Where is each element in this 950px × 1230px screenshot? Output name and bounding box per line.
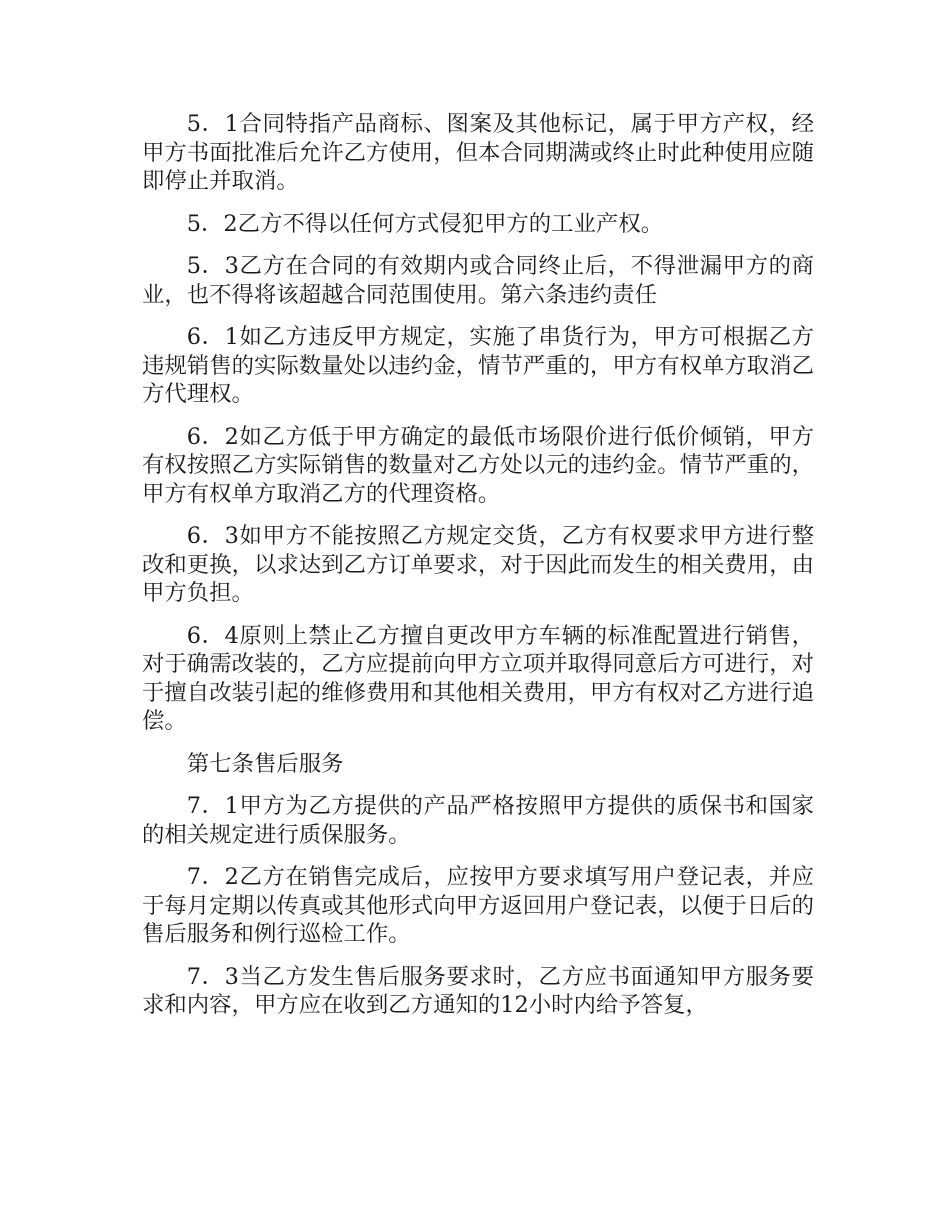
- clause-7-3: 7．3当乙方发生售后服务要求时，乙方应书面通知甲方服务要求和内容，甲方应在收到乙方通知的12小时内给予答复，: [142, 963, 814, 1018]
- document-page: [142, 110, 814, 1034]
- clause-6-4: 6．4原则上禁止乙方擅自更改甲方车辆的标准配置进行销售，对于确需改装的，乙方应提前向甲方立项并取得同意后方可进行，对于擅自改装引起的维修费用和其他相关费用，甲方有权对乙方进行追偿。: [142, 622, 814, 734]
- clause-7-1: 7．1甲方为乙方提供的产品严格按照甲方提供的质保书和国家的相关规定进行质保服务。: [142, 793, 814, 848]
- clause-7-2: 7．2乙方在销售完成后，应按甲方要求填写用户登记表，并应于每月定期以传真或其他形式向甲方返回用户登记表，以便于日后的售后服务和例行巡检工作。: [142, 864, 814, 947]
- clause-6-1: 6．1如乙方违反甲方规定，实施了串货行为，甲方可根据乙方违规销售的实际数量处以违约金，情节严重的，甲方有权单方取消乙方代理权。: [142, 324, 814, 407]
- clause-5-1: 5．1合同特指产品商标、图案及其他标记，属于甲方产权，经甲方书面批准后允许乙方使用，但本合同期满或终止时此种使用应随即停止并取消。: [142, 111, 814, 194]
- clause-5-3: 5．3乙方在合同的有效期内或合同终止后，不得泄漏甲方的商业，也不得将该超越合同范围使用。第六条违约责任: [142, 253, 814, 308]
- section-heading-article-7: 第七条售后服务: [186, 750, 344, 777]
- clause-6-2: 6．2如乙方低于甲方确定的最低市场限价进行低价倾销，甲方有权按照乙方实际销售的数量对乙方处以元的违约金。情节严重的，甲方有权单方取消乙方的代理资格。: [142, 423, 814, 507]
- clause-6-3: 6．3如甲方不能按照乙方规定交货，乙方有权要求甲方进行整改和更换，以求达到乙方订单要求，对于因此而发生的相关费用，由甲方负担。: [142, 523, 814, 606]
- clause-5-2: 5．2乙方不得以任何方式侵犯甲方的工业产权。: [186, 210, 664, 237]
